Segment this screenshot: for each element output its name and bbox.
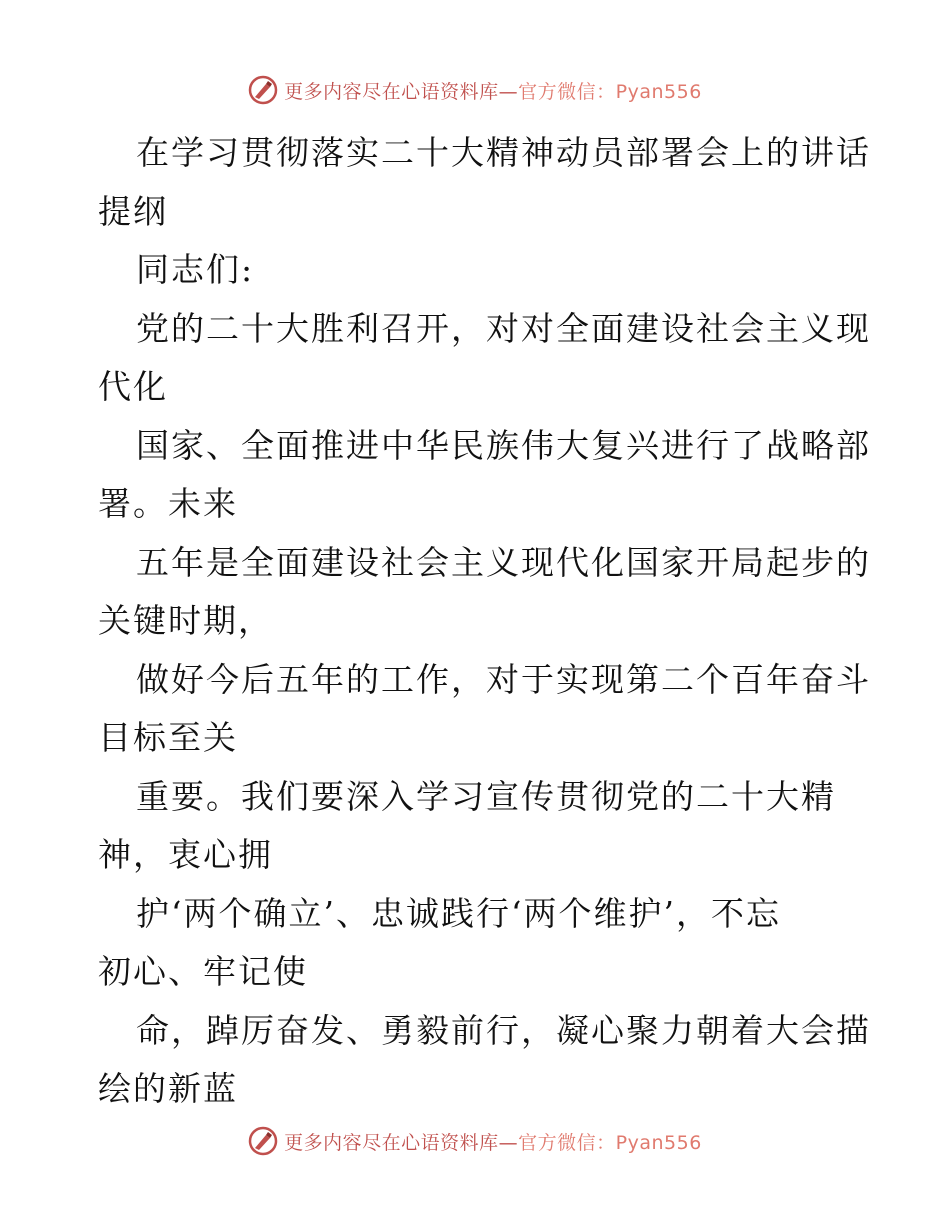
pen-seal-icon bbox=[248, 1126, 278, 1156]
pen-seal-icon bbox=[248, 75, 278, 105]
watermark-text: 更多内容尽在心语资料库—官方微信：Pyan556 bbox=[284, 80, 702, 103]
text-line: 在学习贯彻落实二十大精神动员部署会上的讲话 bbox=[136, 133, 871, 172]
text-line: 命，踔厉奋发、勇毅前行，凝心聚力朝着大会描 bbox=[136, 1010, 871, 1050]
text-line: 署。未来 bbox=[98, 484, 238, 523]
text-line: 提纲 bbox=[98, 191, 168, 231]
text-line: 做好今后五年的工作，对于实现第二个百年奋斗 bbox=[136, 659, 871, 699]
text-line: 国家、全面推进中华民族伟大复兴进行了战略部 bbox=[136, 425, 871, 465]
text-line: 护‘两个确立’、忠诚践行‘两个维护’，不忘 bbox=[136, 893, 781, 933]
text-line: 绘的新蓝 bbox=[98, 1069, 238, 1108]
header-watermark bbox=[0, 70, 950, 110]
text-line: 重要。我们要深入学习宣传贯彻党的二十大精 bbox=[136, 776, 836, 816]
text-line: 代化 bbox=[98, 367, 168, 406]
text-line: 目标至关 bbox=[98, 718, 238, 757]
text-line: 初心、牢记使 bbox=[98, 952, 308, 991]
text-line: 五年是全面建设社会主义现代化国家开局起步的 bbox=[136, 542, 871, 582]
text-line: 神，衷心拥 bbox=[98, 835, 273, 874]
text-line: 关键时期， bbox=[98, 601, 273, 640]
text-line: 同志们: bbox=[136, 250, 255, 289]
text-line: 党的二十大胜利召开，对对全面建设社会主义现 bbox=[136, 308, 871, 348]
watermark-text: 更多内容尽在心语资料库—官方微信：Pyan556 bbox=[284, 1131, 702, 1154]
document-body bbox=[98, 124, 871, 1119]
footer-watermark bbox=[0, 1121, 950, 1161]
